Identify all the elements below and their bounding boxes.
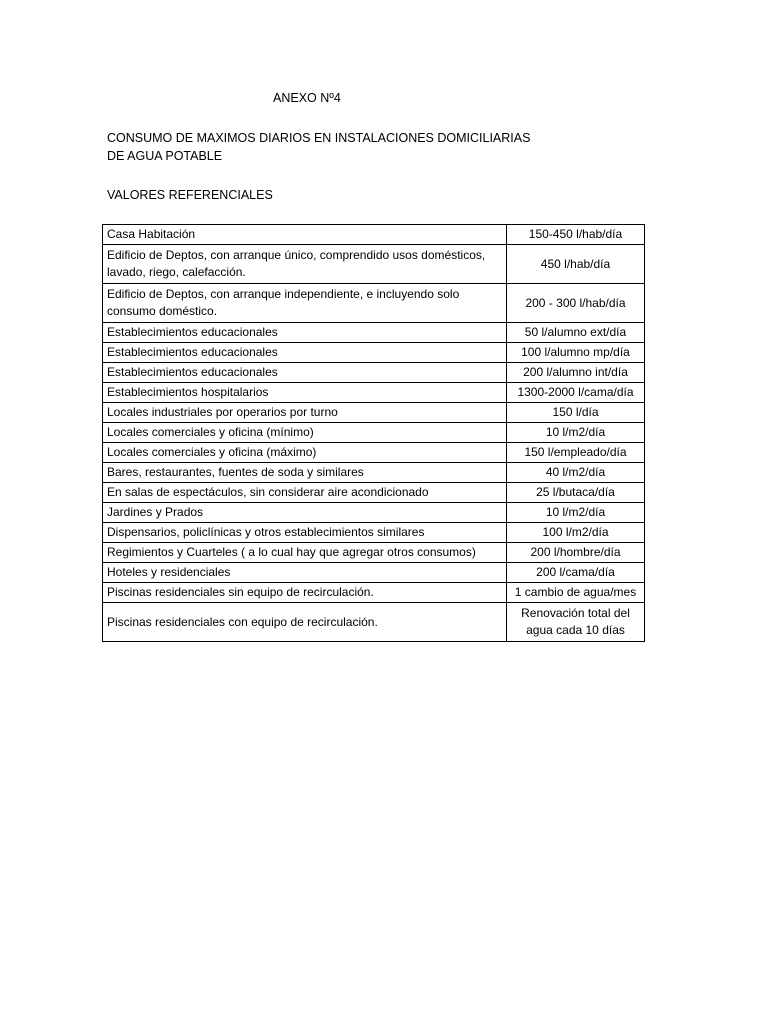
- table-row: [103, 423, 645, 443]
- row-value: 200 l/alumno int/día: [507, 363, 645, 383]
- table-row: [103, 543, 645, 563]
- row-description: Locales industriales por operarios por turno: [103, 403, 507, 423]
- row-description: Establecimientos educacionales: [103, 343, 507, 363]
- row-description: Jardines y Prados: [103, 503, 507, 523]
- consumption-table: [102, 224, 645, 642]
- row-description: Establecimientos educacionales: [103, 363, 507, 383]
- row-value: 1 cambio de agua/mes: [507, 583, 645, 603]
- row-description: Casa Habitación: [103, 225, 507, 245]
- row-description: Edificio de Deptos, con arranque único, comprendido usos domésticos, lavado, riego, calefacción.: [103, 245, 507, 284]
- row-value: 25 l/butaca/día: [507, 483, 645, 503]
- row-value: 200 l/hombre/día: [507, 543, 645, 563]
- table-row: [103, 503, 645, 523]
- row-value: 150 l/día: [507, 403, 645, 423]
- row-description: Edificio de Deptos, con arranque independiente, e incluyendo solo consumo doméstico.: [103, 284, 507, 323]
- table-row: [103, 383, 645, 403]
- table-row: [103, 563, 645, 583]
- row-description: Piscinas residenciales con equipo de recirculación.: [103, 603, 507, 642]
- row-value: 200 - 300 l/hab/día: [507, 284, 645, 323]
- table-row: [103, 603, 645, 642]
- section-label: VALORES REFERENCIALES: [107, 188, 273, 202]
- row-description: Hoteles y residenciales: [103, 563, 507, 583]
- row-description: Dispensarios, policlínicas y otros establecimientos similares: [103, 523, 507, 543]
- row-description: Establecimientos hospitalarios: [103, 383, 507, 403]
- table-row: [103, 363, 645, 383]
- table-row: [103, 284, 645, 323]
- row-description: Bares, restaurantes, fuentes de soda y similares: [103, 463, 507, 483]
- row-value: 150 l/empleado/día: [507, 443, 645, 463]
- row-description: Piscinas residenciales sin equipo de recirculación.: [103, 583, 507, 603]
- table-row: [103, 343, 645, 363]
- row-value: 10 l/m2/día: [507, 423, 645, 443]
- row-value: 150-450 l/hab/día: [507, 225, 645, 245]
- row-value: Renovación total del agua cada 10 días: [507, 603, 645, 642]
- row-value: 10 l/m2/día: [507, 503, 645, 523]
- table-row: [103, 443, 645, 463]
- table-row: [103, 245, 645, 284]
- table-row: [103, 463, 645, 483]
- row-description: Locales comerciales y oficina (mínimo): [103, 423, 507, 443]
- row-value: 200 l/cama/día: [507, 563, 645, 583]
- row-value: 50 l/alumno ext/día: [507, 323, 645, 343]
- document-title-line-1: CONSUMO DE MAXIMOS DIARIOS EN INSTALACIONES DOMICILIARIAS: [107, 131, 531, 145]
- row-value: 450 l/hab/día: [507, 245, 645, 284]
- row-value: 1300-2000 l/cama/día: [507, 383, 645, 403]
- row-description: En salas de espectáculos, sin considerar aire acondicionado: [103, 483, 507, 503]
- table-row: [103, 225, 645, 245]
- table-row: [103, 403, 645, 423]
- table-row: [103, 323, 645, 343]
- table-row: [103, 523, 645, 543]
- row-value: 100 l/alumno mp/día: [507, 343, 645, 363]
- row-value: 40 l/m2/día: [507, 463, 645, 483]
- table-row: [103, 583, 645, 603]
- row-value: 100 l/m2/día: [507, 523, 645, 543]
- row-description: Regimientos y Cuarteles ( a lo cual hay que agregar otros consumos): [103, 543, 507, 563]
- document-title-line-2: DE AGUA POTABLE: [107, 149, 223, 163]
- row-description: Locales comerciales y oficina (máximo): [103, 443, 507, 463]
- row-description: Establecimientos educacionales: [103, 323, 507, 343]
- table-row: [103, 483, 645, 503]
- annex-title: ANEXO Nº4: [273, 91, 341, 105]
